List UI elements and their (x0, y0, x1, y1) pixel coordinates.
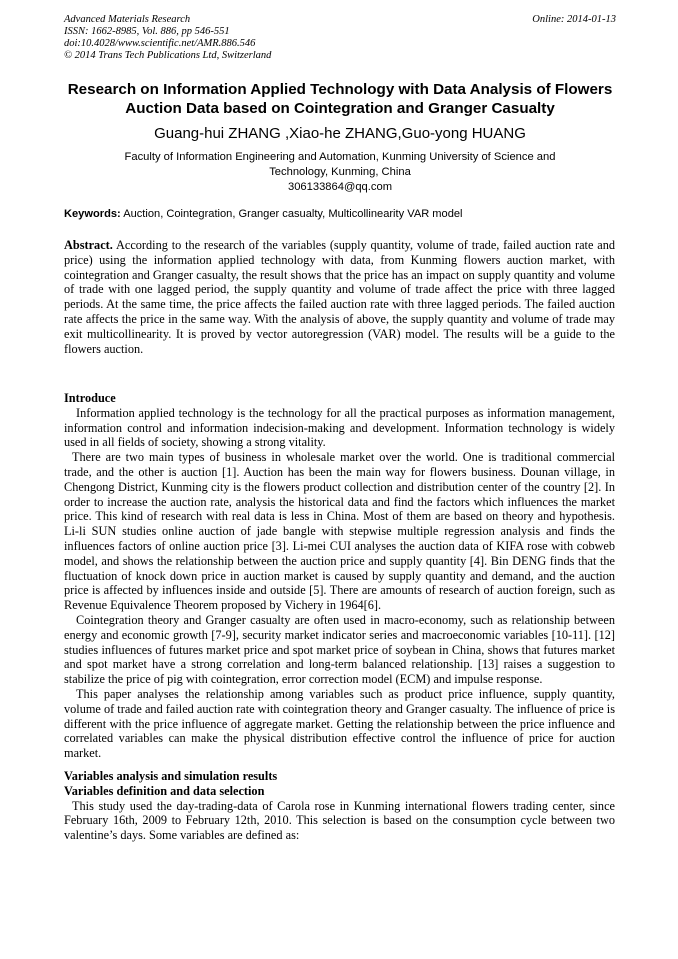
doi: doi:10.4028/www.scientific.net/AMR.886.546 (64, 38, 256, 49)
online-date: Online: 2014-01-13 (532, 14, 616, 25)
keywords (64, 207, 616, 221)
keywords-text: Auction, Cointegration, Granger casualty, Multicollinearity VAR model (120, 208, 463, 220)
journal-name: Advanced Materials Research (64, 14, 191, 25)
affiliation (80, 150, 600, 195)
journal-header (64, 14, 616, 62)
section-heading-introduce: Introduce (64, 391, 116, 405)
affiliation-line-1: Faculty of Information Engineering and Automation, Kunming University of Science and (124, 151, 556, 163)
intro-paragraph-4: This paper analyses the relationship among variables such as product price influence, supply quantity, volume of trade and failed auction rate with cointegration theory and Granger casualty. The influence of price is different with the price influence of aggregate market. Getting the relationship between the price influence and correlated variables can make the physical distribution effective control the influence of price for auction market. (64, 686, 615, 761)
paper-title: Research on Information Applied Technology with Data Analysis of Flowers Auction Data based on Cointegration and Granger Casualty (67, 81, 613, 117)
copyright: © 2014 Trans Tech Publications Ltd, Switzerland (64, 50, 272, 61)
intro-paragraph-1: Information applied technology is the technology for all the practical purposes as information management, information control and information indecision-making and development. Information technology is widely used in all fields of society, showing a strong vitality. (64, 405, 615, 450)
section-heading-variables: Variables analysis and simulation results (64, 768, 278, 783)
authors: Guang-hui ZHANG ,Xiao-he ZHANG,Guo-yong HUANG (154, 125, 526, 142)
body-section (64, 391, 615, 843)
variables-paragraph-1: This study used the day-trading-data of Carola rose in Kunming international flowers trading center, since February 16th, 2009 to February 12th, 2010. This selection is based on the consumption cycle between two valentine’s days. Some variables are defined as: (64, 798, 615, 843)
issn: ISSN: 1662-8985, Vol. 886, pp 546-551 (64, 26, 230, 37)
affiliation-line-2: Technology, Kunming, China (269, 166, 411, 178)
keywords-label: Keywords: (64, 208, 121, 220)
abstract (64, 238, 615, 356)
subsection-heading-definition: Variables definition and data selection (64, 783, 265, 798)
abstract-text: According to the research of the variables (supply quantity, volume of trade, failed auction rate and price) using the information applied technology with data, from Kunming flowers auction market, with cointegration and Granger casualty, the result shows that the price has an impact on supply quantity and volume of trade with one lagged period, the supply quantity and volume of trade affect the price with three lagged periods. At the same time, the price affects the failed auction rate with three lagged periods. The failed auction rate affects the price in the same way. With the analysis of above, the supply quantity and volume of trade may exit multicollinearity. It is proved by vector autoregression (VAR) model. The results will be a guide to the flowers auction. (64, 238, 615, 356)
intro-paragraph-3: Cointegration theory and Granger casualty are often used in macro-economy, such as relationship between energy and economic growth [7-9], security market indicator series and macroeconomic variables [10-11]. [12] studies influences of futures market price and spot market price of soybean in China, shows that futures market and spot market have a strong correlation and long-term balanced relationship. [13] raises a suggestion to stabilize the price of pig with cointegration, error correction model (ECM) and impulse response. (64, 612, 615, 687)
abstract-label: Abstract. (64, 238, 113, 252)
intro-paragraph-2: There are two main types of business in wholesale market over the world. One is traditional commercial trade, and the other is auction [1]. Auction has been the main way for flowers business. Dounan village, in Chengong District, Kunming city is the flowers product collection and distribution center of the country [2]. In order to increase the auction rate, analysis the historical data and find the factors which influences the market price. This kind of research with real data is less in China. Most of them are based on theory and hypothesis. Li-li SUN studies online auction of jade bangle with stepwise multiple regression analysis and finds the influences factors of online auction price [3]. Li-mei CUI analyses the auction data of KIFA rose with cobweb model, and shows the relationship between the auction price and supply quantity [4]. Bin DENG finds that the fluctuation of knock down price in auction market is caused by supply quantity and demand, and the auction price is affected by influences inside and outside [5]. There are amounts of research of auction foreign, such as Revenue Equivalence Theorem proposed by Vichery in 1964[6]. (64, 450, 615, 613)
author-email: 306133864@qq.com (287, 181, 393, 193)
